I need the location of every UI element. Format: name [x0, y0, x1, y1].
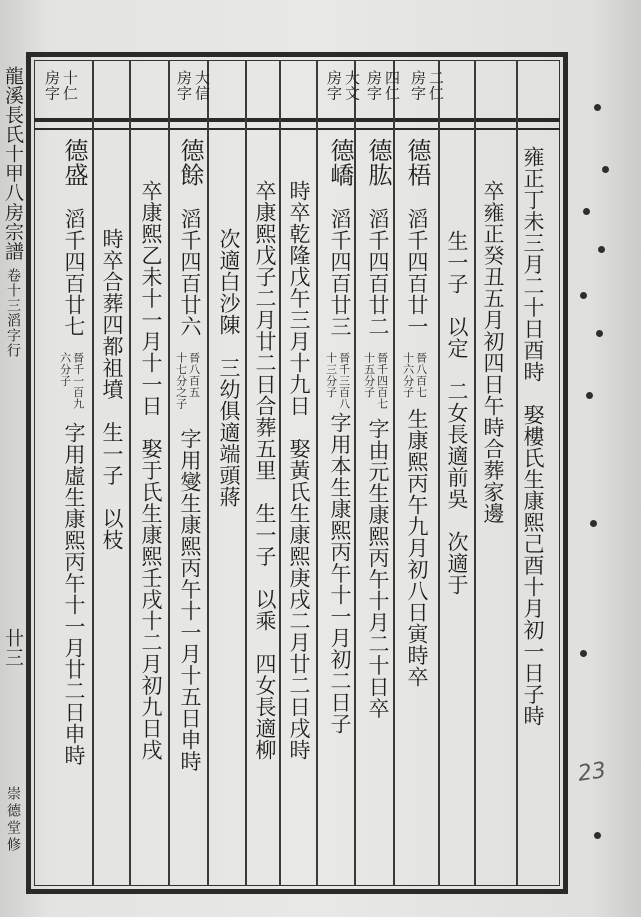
- house-header-line1: 四仁: [383, 70, 401, 101]
- binding-hole: [590, 520, 597, 527]
- column-rule: [129, 60, 131, 886]
- binding-hole: [586, 392, 593, 399]
- column-rule: [438, 60, 440, 886]
- person-name: 德嶠: [326, 138, 354, 187]
- house-header-line1: 大信: [193, 70, 211, 101]
- person-name: 德梧: [403, 138, 431, 187]
- annotation-note: 晉八百七: [414, 352, 428, 398]
- house-header-line1: 大文: [343, 70, 361, 101]
- binding-hole: [596, 330, 603, 337]
- entry-column: 字用燮生康熙丙午十一月十五日申時: [178, 428, 202, 772]
- generation-number: 滔千四百廿三: [328, 208, 352, 337]
- entry-column: 字用本生康熙丙午十一月初二日子: [328, 412, 352, 735]
- column-rule: [168, 60, 170, 886]
- hall-name: 崇德堂修: [5, 786, 21, 854]
- house-header-line2: 房字: [325, 70, 343, 101]
- annotation-note: 十三分子: [324, 352, 338, 398]
- book-title: 龍溪長氏十甲八房宗譜: [2, 66, 24, 261]
- annotation-note: 六分子: [58, 352, 72, 387]
- header-divider-thin: [34, 128, 560, 130]
- entry-column: 卒康熙乙未十一月十一日 娶于氏生康熙壬戌十二月初九日戌: [139, 180, 163, 761]
- house-header-line2: 房字: [43, 70, 61, 101]
- house-header-line1: 十仁: [61, 70, 79, 101]
- volume-label: 卷十三滔字行: [5, 268, 21, 358]
- column-rule: [92, 60, 94, 886]
- column-rule: [474, 60, 476, 886]
- generation-number: 滔千四百廿六: [178, 208, 202, 337]
- annotation-note: 晉千四百七: [375, 352, 389, 410]
- column-rule: [393, 60, 395, 886]
- annotation-note: 晉千一百九: [71, 352, 85, 410]
- annotation-note: 十六分子: [401, 352, 415, 398]
- generation-number: 滔千四百廿七: [62, 208, 86, 337]
- handwritten-number: 23: [576, 758, 608, 787]
- entry-column: 卒康熙戊子二月廿二日合葬五里 生一子 以乘 四女長適柳: [253, 180, 277, 761]
- header-divider: [34, 118, 560, 122]
- house-header-line2: 房字: [365, 70, 383, 101]
- entry-column: 生康熙丙午九月初八日寅時卒: [405, 408, 429, 688]
- annotation-note: 晉千三百八: [337, 352, 351, 410]
- entry-column: 生一子 以定 二女長適前吳 次適于: [445, 230, 469, 596]
- binding-hole: [583, 208, 590, 215]
- entry-column: 時卒乾隆戊午三月十九日 娶黃氏生康熙庚戌二月廿二日戌時: [287, 180, 311, 761]
- house-header-line2: 房字: [175, 70, 193, 101]
- binding-hole: [594, 104, 601, 111]
- annotation-note: 十七分之子: [174, 352, 188, 410]
- person-name: 德餘: [176, 138, 204, 187]
- column-rule: [279, 60, 281, 886]
- house-header-line1: 二仁: [427, 70, 445, 101]
- entry-column: 卒雍正癸丑五月初四日午時合葬家邊: [481, 180, 505, 524]
- column-rule: [354, 60, 356, 886]
- entry-column: 時卒合葬四都祖墳 生一子 以枝: [100, 228, 124, 551]
- column-rule: [207, 60, 209, 886]
- binding-hole: [580, 292, 587, 299]
- column-rule: [245, 60, 247, 886]
- person-name: 德盛: [60, 138, 88, 187]
- page-number: 卄三: [2, 628, 24, 667]
- generation-number: 滔千四百廿一: [405, 208, 429, 337]
- house-header-line2: 房字: [409, 70, 427, 101]
- binding-hole: [602, 166, 609, 173]
- annotation-note: 晉八百五: [187, 352, 201, 398]
- entry-column: 字由元生康熙丙午十月二十日卒: [366, 418, 390, 719]
- entry-column: 字用虛生康熙丙午十一月廿二日申時: [62, 422, 86, 766]
- binding-hole: [598, 246, 605, 253]
- entry-column: 次適白沙陳 三幼俱適端頭蔣: [217, 228, 241, 508]
- generation-number: 滔千四百廿二: [366, 208, 390, 337]
- column-rule: [316, 60, 318, 886]
- binding-hole: [594, 832, 601, 839]
- binding-hole: [580, 650, 587, 657]
- entry-column: 雍正丁未三月二十日酉時 娶樓氏生康熙己酉十月初一日子時: [521, 146, 545, 727]
- annotation-note: 十五分子: [362, 352, 376, 398]
- person-name: 德肱: [364, 138, 392, 187]
- column-rule: [516, 60, 518, 886]
